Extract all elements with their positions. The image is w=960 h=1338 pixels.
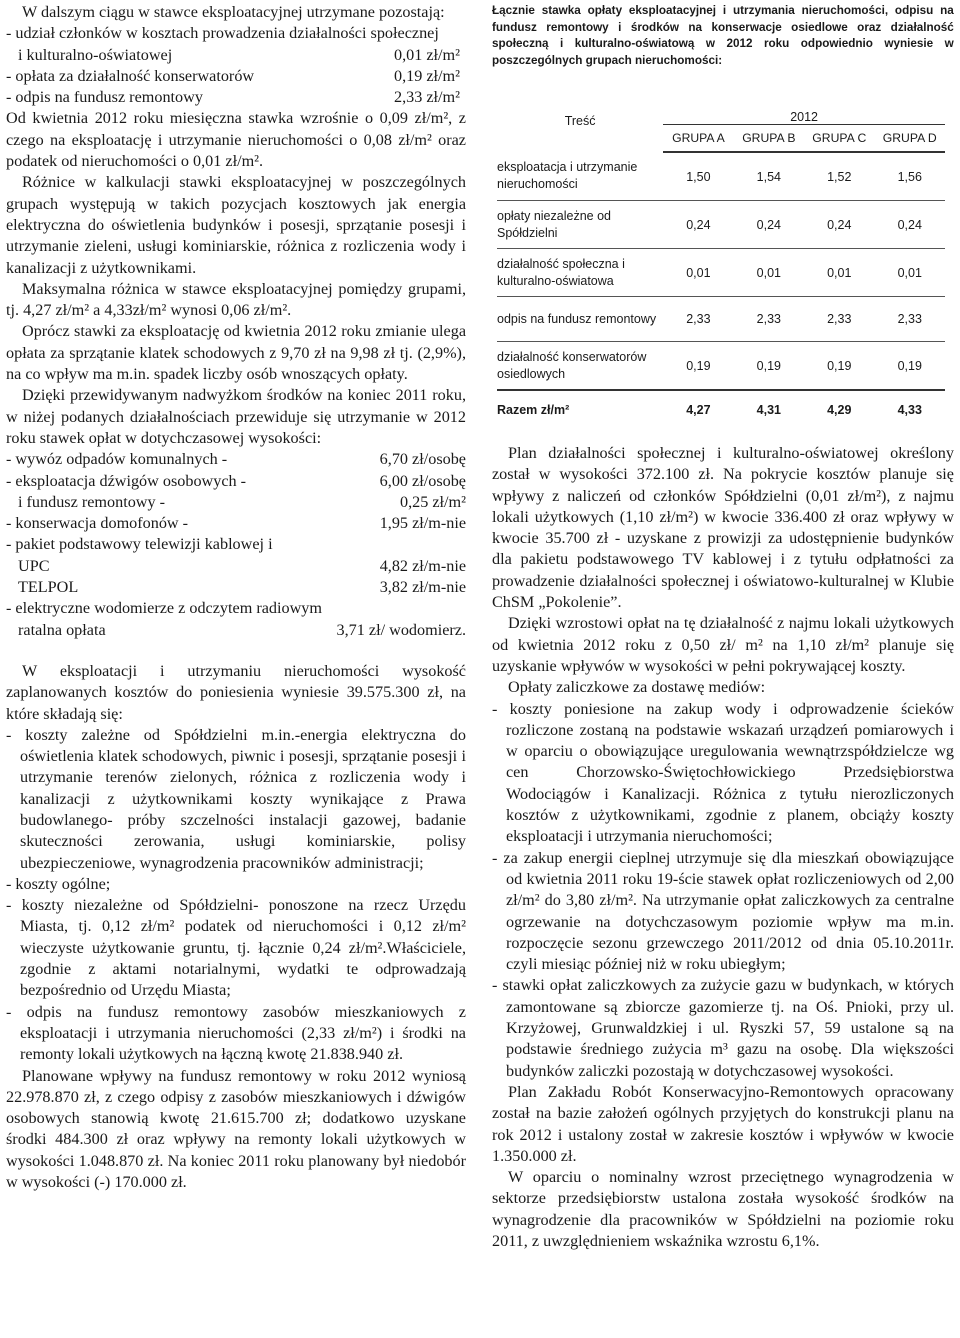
plan-paragraph: Plan działalności społecznej i kulturalno-oświatowej określony został w wysokości 372.100 zł. Na pokrycie kosztów planuje się wpływy z naliczeń od członków Spółdzielni (0,01 zł/m²), z najmu lokali użytkowych (1,10 zł/m²) w kwocie 336.400 zł oraz wpływy w kwocie 35.700 zł - uzyskane z prowizji za udostępnienie budynków dla pakietu podstawowego TV kablowej i z tytułu odpłatności za prowadzenie działalności społecznej i oświatowo-kulturalnej w Klubie ChSM „Pokolenie”. <box>492 444 954 612</box>
left-column <box>6 2 466 1193</box>
cell-value: 2,33 <box>734 297 804 342</box>
intro-paragraph: W dalszym ciągu w stawce eksploatacyjnej utrzymane pozostają: <box>22 3 445 21</box>
cell-value: 0,24 <box>804 201 874 249</box>
total-value: 4,33 <box>875 390 946 429</box>
service-upc <box>6 556 466 577</box>
right-column <box>492 2 954 1252</box>
cell-value: 0,19 <box>804 342 874 391</box>
max-difference-paragraph: Maksymalna różnica w stawce eksploatacyjnej pomiędzy grupami, tj. 4,27 zł/m² a 4,33zł/m² wynosi 0,06 zł/m². <box>6 279 466 320</box>
table-row <box>497 297 945 342</box>
service-waste-label: - wywóz odpadów komunalnych - <box>6 450 228 469</box>
header-group-c: GRUPA C <box>804 125 874 153</box>
row-label: eksploatacja i utrzymanie nieruchomości <box>497 160 638 191</box>
cell-value: 0,19 <box>663 342 733 391</box>
growth-paragraph: Dzięki wzrostowi opłat na tę działalność z najmu lokali użytkowych od kwietnia 2012 roku z 0,50 zł/ m² na 1,10 zł/m² planuje się uzyskanie wpływów w wysokości w pełni pokrywającej koszty. <box>492 614 954 675</box>
cell-value: 0,01 <box>734 249 804 297</box>
cost-item-independent: - koszty niezależne od Spółdzielni- ponoszone na rzecz Urzędu Miasta, tj. 0,12 zł/m² podatek od nieruchomości i 0,12 zł/m² wieczyste użytkowanie gruntu, tj. łącznie 0,24 zł/m².Właściciele, zgodnie z aktami notarialnymi, wydatki te odprowadzają bezpośrednio od Urzędu Miasta; <box>6 896 466 1000</box>
cell-value: 0,24 <box>875 201 946 249</box>
zrbk-paragraph: Plan Zakładu Robót Konserwacyjno-Remontowych opracowany został na bazie założeń ogólnych przyjętych do konstrukcji planu na rok 2012 i ustalony został w zakresie kosztów i wpływów w kwocie 1.350.000 zł. <box>492 1082 954 1165</box>
service-waste <box>6 449 466 470</box>
spacer <box>6 641 466 661</box>
cell-value: 1,52 <box>827 169 852 184</box>
right-text <box>492 443 954 1252</box>
media-item-heat: - za zakup energii cieplnej utrzymuje się dla mieszkań obowiązujące od kwietnia 2011 roku 19-ście stawek opłat rozliczeniowych od 2,00 zł/m² do 3,80 zł/m². Na utrzymanie opłat zaliczkowych za centralne ogrzewanie na dotychczasowym poziomie wpływ ma m.in. rozpoczęcie sezonu grzewczego 2011/2012 od dnia 05.10.2011r. czyli miesiąc później niż w roku ubiegłym; <box>492 848 954 974</box>
costs-paragraph: W eksploatacji i utrzymaniu nieruchomości wysokość zaplanowanych kosztów do poniesienia wyniesie 39.575.300 zł, na które składają się: <box>6 661 466 723</box>
header-group-b: GRUPA B <box>734 125 804 153</box>
cell-value: 1,56 <box>897 169 922 184</box>
cell-value: 0,01 <box>663 249 733 297</box>
service-installment <box>6 620 466 641</box>
differences-paragraph: Różnice w kalkulacji stawki eksploatacyjnej w poszczególnych grupach występują w takich pozycjach kosztowych jak energia elektryczna do oświetlenia budynków i posesji, sprzątanie posesji i utrzymanie zieleni, usługi kominiarskie, różnica z rozliczenia wody i kanalizacji z użytkownikami. <box>6 173 466 277</box>
fee-repair-line <box>6 87 466 108</box>
cost-item-dependent: - koszty zależne od Spółdzielni m.in.-energia elektryczna do oświetlenia klatek schodowych, piwnic i posesji, sprzątanie posesji i utrzymanie terenów zielonych, różnica z rozliczenia wody i kanalizacji z użytkownikami koszty wynikające z Prawa budowlanego- próby szczelności instalacji gazowej, badanie skuteczności zerowania, usługi kominiarskie, polisy ubezpieczeniowe, wynagrodzenia pracowników administracji; <box>6 725 466 872</box>
repairs-paragraph: Planowane wpływy na fundusz remontowy w roku 2012 wyniosą 22.978.870 zł, z czego odpisy z zasobów mieszkaniowych i dźwigów osobowych stanowią kwotę 21.615.700 zł; dodatkowo uzyskane środki 484.300 zł oraz wpływy na remonty lokali użytkowych w wysokości 1.048.870 zł. Na koniec 2011 roku planowany był niedobór w wysokości (-) 170.000 zł. <box>6 1066 466 1192</box>
service-lifts-fund-label: i fundusz remontowy - <box>18 492 166 511</box>
advance-heading: Opłaty zaliczkowe za dostawę mediów: <box>508 678 766 697</box>
fee-social-label: - udział członków w kosztach prowadzenia działalności społecznej <box>6 24 439 43</box>
service-upc-label: UPC <box>18 556 50 575</box>
service-lifts-fund-value: 0,25 zł/m² <box>400 492 466 511</box>
media-item-water: - koszty poniesione na zakup wody i odprowadzenie ścieków rozliczone zostaną na podstawie wskazań urządzeń pomiarowych i w oparciu o obowiązujące uregulowania wewnątrzspółdzielcze wg cen Chorzowsko-Świętochłowickiego Przedsiębiorstwa Wodociągów i Kanalizacji. Różnica z tytułu nierozliczonych kosztów z użytkownikami, zgodnie z planem, obciąży koszty eksploatacji i utrzymania nieruchomości; <box>492 699 954 846</box>
cell-value: 1,54 <box>756 169 782 184</box>
table-row <box>497 201 945 249</box>
fee-social-line <box>6 45 466 66</box>
fee-repair-label: - odpis na fundusz remontowy <box>6 88 203 107</box>
service-upc-value: 4,82 zł/m-nie <box>379 556 466 575</box>
service-telpol-value: 3,82 zł/m-nie <box>379 578 466 597</box>
header-group-d: GRUPA D <box>875 125 946 153</box>
service-lifts-fund <box>6 492 466 513</box>
cleaning-paragraph: Oprócz stawki za eksploatację od kwietnia 2012 roku zmianie ulega opłata za sprzątanie klatek schodowych z 9,70 zł na 9,98 zł tj. (2,9%), na co wpływ ma m.in. spadek liczby osób wnoszących opłaty. <box>6 322 466 384</box>
table-header-row <box>497 104 945 125</box>
wages-paragraph: W oparciu o nominalny wzrost przeciętnego wynagrodzenia w sektorze przedsiębiorstw ustalona została wysokość środków na wynagrodzenie dla pracowników w Spółdzielni na poziomie roku 2011, z uwzględnieniem wskaźnika wzrostu 6,1%. <box>492 1168 954 1250</box>
service-installment-label: ratalna opłata <box>18 620 106 639</box>
fee-conservators-label: - opłata za działalność konserwatorów <box>6 66 255 85</box>
service-lifts <box>6 471 466 492</box>
header-year: 2012 <box>663 104 945 125</box>
header-tresc: Treść <box>564 114 596 128</box>
fee-table <box>497 104 945 429</box>
table-heading: Łącznie stawka opłaty eksploatacyjnej i utrzymania nieruchomości, odpisu na fundusz remontowy i środków na konserwacje osiedlowe oraz działalność społeczną i kulturalno-oświatową w 2012 roku odpowiednio wyniesie w poszczególnych grupach nieruchomości: <box>492 3 954 67</box>
service-meters: - elektryczne wodomierze z odczytem radiowym <box>6 599 322 618</box>
cell-value: 0,19 <box>734 342 804 391</box>
cell-value: 0,01 <box>875 249 946 297</box>
total-value: 4,29 <box>804 390 874 429</box>
cell-value: 1,50 <box>686 169 711 184</box>
total-value: 4,27 <box>663 390 733 429</box>
cell-value: 0,24 <box>663 201 733 249</box>
increase-paragraph: Od kwietnia 2012 roku miesięczna stawka wzrośnie o 0,09 zł/m², z czego na eksploatację i utrzymanie nieruchomości o 0,08 zł/m² oraz podatek od nieruchomości o 0,01 zł/m². <box>6 109 466 171</box>
cost-item-general: - koszty ogólne; <box>6 874 111 893</box>
cost-item-repair-fund: - odpis na fundusz remontowy zasobów mieszkaniowych z eksploatacji i utrzymania nieruchomości (2,33 zł/m²) i środki na remonty lokali użytkowych na łączną kwotę 21.838.940 zł. <box>6 1002 466 1064</box>
table-row <box>497 342 945 391</box>
cell-value: 2,33 <box>663 297 733 342</box>
service-telpol-label: TELPOL <box>18 578 79 597</box>
service-intercom-value: 1,95 zł/m-nie <box>379 514 466 533</box>
service-lifts-label: - eksploatacja dźwigów osobowych - <box>6 471 247 490</box>
fee-conservators-value: 0,19 zł/m² <box>394 66 460 85</box>
fee-social-label2: i kulturalno-oświatowej <box>18 45 173 64</box>
service-waste-value: 6,70 zł/osobę <box>379 450 466 469</box>
cell-value: 2,33 <box>875 297 946 342</box>
fee-repair-value: 2,33 zł/m² <box>394 88 460 107</box>
service-intercom-label: - konserwacja domofonów - <box>6 514 189 533</box>
table-row <box>497 249 945 297</box>
total-value: 4,31 <box>734 390 804 429</box>
table-row <box>497 152 945 201</box>
service-tv: - pakiet podstawowy telewizji kablowej i <box>6 535 273 554</box>
surplus-paragraph: Dzięki przewidywanym nadwyżkom środków na koniec 2011 roku, w niżej podanych działalnościach przewiduje się utrzymanie w 2012 roku stawek opłat w dotychczasowej wysokości: <box>6 386 466 447</box>
cell-value: 2,33 <box>804 297 874 342</box>
row-label: opłaty niezależne od Spółdzielni <box>497 201 663 249</box>
media-item-gas: - stawki opłat zaliczkowych za zużycie gazu w budynkach, w których zamontowane są zbiorcze gazomierze tj. na Oś. Pnioki, przy ul. Krzyżowej, Grunwaldzkiej i ul. Ryszki 57, 59 ustalone są na podstawie średniego zużycia m³ gazu na osobę. Dla większości budynków zaliczki pozostają w dotychczasowej wysokości. <box>492 976 954 1080</box>
cell-value: 0,19 <box>875 342 946 391</box>
service-installment-value: 3,71 zł/ wodomierz. <box>336 620 466 639</box>
total-label: Razem zł/m² <box>497 390 663 429</box>
service-intercom <box>6 513 466 534</box>
row-label: odpis na fundusz remontowy <box>497 297 663 342</box>
service-telpol <box>6 577 466 598</box>
header-group-a: GRUPA A <box>663 125 733 153</box>
service-lifts-value: 6,00 zł/osobę <box>379 471 466 490</box>
cell-value: 0,24 <box>734 201 804 249</box>
fee-social-value: 0,01 zł/m² <box>394 45 460 64</box>
table-total-row <box>497 390 945 429</box>
row-label: działalność społeczna i kulturalno-oświatowa <box>497 249 663 297</box>
row-label: działalność konserwatorów osiedlowych <box>497 342 663 391</box>
cell-value: 0,01 <box>804 249 874 297</box>
fee-conservators-line <box>6 66 466 87</box>
